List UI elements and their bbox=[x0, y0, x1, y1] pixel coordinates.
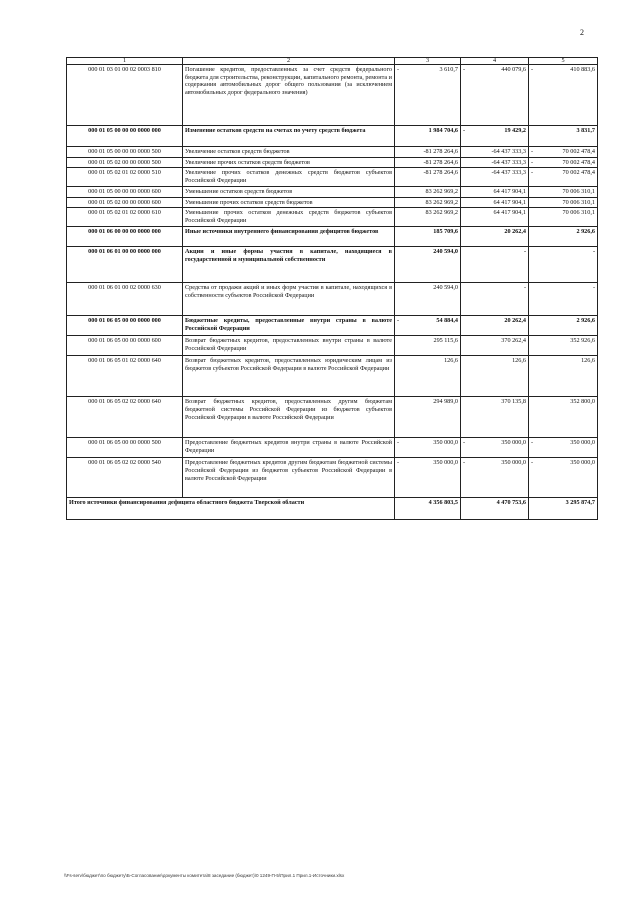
amount-cell-col4 bbox=[461, 316, 529, 336]
amount-cell-col5 bbox=[529, 168, 598, 187]
amount-value: 19 429,2 bbox=[504, 127, 526, 134]
table-row bbox=[67, 458, 598, 498]
table-row bbox=[67, 65, 598, 126]
table-row bbox=[67, 187, 598, 198]
budget-code-cell: 000 01 06 05 01 02 0000 640 bbox=[67, 356, 183, 397]
budget-code-cell: 000 01 06 05 02 02 0000 640 bbox=[67, 397, 183, 438]
amount-value: -64 437 333,3 bbox=[491, 148, 526, 155]
amount-value: 240 594,0 bbox=[433, 284, 458, 292]
amount-cell-col3 bbox=[395, 65, 461, 126]
table-row bbox=[67, 283, 598, 316]
total-amount-cell: 4 470 753,6 bbox=[461, 498, 529, 520]
amount-cell-col4 bbox=[461, 187, 529, 198]
amount-cell-col3 bbox=[395, 356, 461, 397]
minus-sign: - bbox=[531, 459, 534, 467]
amount-cell-col3 bbox=[395, 157, 461, 168]
minus-sign: - bbox=[531, 439, 534, 447]
table-row bbox=[67, 157, 598, 168]
budget-code-cell: 000 01 03 01 00 02 0003 810 bbox=[67, 65, 183, 126]
amount-value: 350 000,0 bbox=[433, 439, 458, 447]
amount-value: 70 002 478,4 bbox=[562, 169, 595, 177]
minus-sign: - bbox=[397, 317, 400, 325]
item-name-cell: Уменьшение прочих остатков средств бюджетов bbox=[183, 197, 395, 208]
amount-cell-col3 bbox=[395, 187, 461, 198]
budget-code-cell: 000 01 06 01 00 00 0000 000 bbox=[67, 247, 183, 283]
minus-sign: - bbox=[531, 66, 534, 73]
minus-sign: - bbox=[463, 459, 466, 467]
amount-value: 350 000,0 bbox=[433, 459, 458, 467]
amount-cell-col3 bbox=[395, 126, 461, 147]
amount-cell-col5 bbox=[529, 187, 598, 198]
table-row bbox=[67, 247, 598, 283]
amount-value: 2 926,6 bbox=[576, 317, 595, 325]
amount-value: 70 002 478,4 bbox=[562, 148, 595, 155]
amount-value: 185 709,6 bbox=[433, 228, 458, 236]
amount-cell-col5 bbox=[529, 438, 598, 458]
minus-sign: - bbox=[397, 439, 400, 447]
amount-cell-col3 bbox=[395, 336, 461, 356]
financing-sources-table bbox=[66, 57, 598, 520]
item-name-cell: Уменьшение прочих остатков денежных средств бюджетов субъектов Российской Федерации bbox=[183, 208, 395, 227]
minus-sign: - bbox=[531, 158, 534, 166]
budget-code-cell: 000 01 05 02 01 02 0000 510 bbox=[67, 168, 183, 187]
amount-value: 20 262,4 bbox=[504, 317, 526, 325]
total-amount-cell: 3 295 874,7 bbox=[529, 498, 598, 520]
budget-code-cell: 000 01 05 00 00 00 0000 600 bbox=[67, 187, 183, 198]
amount-value: 3 610,7 bbox=[439, 66, 458, 73]
amount-cell-col5 bbox=[529, 126, 598, 147]
table-row bbox=[67, 438, 598, 458]
header-cell: 4 bbox=[461, 58, 529, 65]
amount-value: 126,6 bbox=[581, 357, 595, 365]
amount-cell-col4 bbox=[461, 197, 529, 208]
file-path-footer: \\Fs-serv\бюджет\по бюджету\Б-Согласование\документы комитета\8 заседание (бюджет)\0 1249-П-5\Прил.1 Прил.1-Источники.xlsx bbox=[64, 873, 345, 878]
amount-value: 64 417 904,1 bbox=[493, 198, 526, 206]
amount-value: 64 417 904,1 bbox=[493, 209, 526, 217]
amount-value: 20 262,4 bbox=[504, 228, 526, 236]
item-name-cell: Средства от продажи акций и иных форм участия в капитале, находящихся в собственности субъектов Российской Федерации bbox=[183, 283, 395, 316]
amount-cell-col5 bbox=[529, 157, 598, 168]
amount-cell-col4 bbox=[461, 227, 529, 247]
amount-cell-col3 bbox=[395, 147, 461, 158]
budget-code-cell: 000 01 06 05 00 00 0000 000 bbox=[67, 316, 183, 336]
amount-value: 64 417 904,1 bbox=[493, 188, 526, 196]
amount-value: 440 079,6 bbox=[501, 66, 526, 73]
item-name-cell: Возврат бюджетных кредитов, предоставленных другим бюджетам бюджетной системы Российской Федерации из бюджетов субъектов Российской Федерации в валюте Российской Федерации bbox=[183, 397, 395, 438]
amount-value: 126,6 bbox=[512, 357, 526, 365]
amount-value: 1 984 704,6 bbox=[428, 127, 458, 134]
amount-value: - bbox=[523, 248, 526, 256]
minus-sign: - bbox=[463, 439, 466, 447]
amount-cell-col4 bbox=[461, 356, 529, 397]
page-number: 2 bbox=[580, 28, 584, 37]
amount-value: 350 000,0 bbox=[501, 459, 526, 467]
budget-code-cell: 000 01 05 02 01 02 0000 610 bbox=[67, 208, 183, 227]
budget-code-cell: 000 01 06 00 00 00 0000 000 bbox=[67, 227, 183, 247]
amount-value: 240 594,0 bbox=[433, 248, 458, 256]
item-name-cell: Возврат бюджетных кредитов, предоставленных внутри страны в валюте Российской Федерации bbox=[183, 336, 395, 356]
amount-value: 370 135,8 bbox=[501, 398, 526, 406]
budget-code-cell: 000 01 06 01 00 02 0000 630 bbox=[67, 283, 183, 316]
budget-code-cell: 000 01 06 05 00 00 0000 500 bbox=[67, 438, 183, 458]
table-row bbox=[67, 336, 598, 356]
amount-cell-col4 bbox=[461, 147, 529, 158]
amount-cell-col4 bbox=[461, 168, 529, 187]
amount-cell-col3 bbox=[395, 168, 461, 187]
amount-cell-col5 bbox=[529, 197, 598, 208]
amount-cell-col5 bbox=[529, 227, 598, 247]
amount-value: 83 262 969,2 bbox=[425, 188, 458, 196]
header-row bbox=[67, 58, 598, 65]
minus-sign: - bbox=[531, 148, 534, 155]
amount-cell-col4 bbox=[461, 397, 529, 438]
amount-cell-col3 bbox=[395, 438, 461, 458]
table-row bbox=[67, 227, 598, 247]
amount-cell-col4 bbox=[461, 126, 529, 147]
amount-value: 70 006 310,1 bbox=[562, 209, 595, 217]
amount-cell-col5 bbox=[529, 397, 598, 438]
minus-sign: - bbox=[463, 127, 466, 134]
table-row bbox=[67, 208, 598, 227]
amount-value: 70 006 310,1 bbox=[562, 188, 595, 196]
item-name-cell: Бюджетные кредиты, предоставленные внутри страны в валюте Российской Федерации bbox=[183, 316, 395, 336]
item-name-cell: Акции и иные формы участия в капитале, находящиеся в государственной и муниципальной собственности bbox=[183, 247, 395, 283]
amount-value: -81 278 264,6 bbox=[423, 158, 458, 166]
amount-cell-col4 bbox=[461, 438, 529, 458]
amount-cell-col4 bbox=[461, 208, 529, 227]
amount-value: 70 006 310,1 bbox=[562, 198, 595, 206]
amount-value: 70 002 478,4 bbox=[562, 158, 595, 166]
amount-value: -81 278 264,6 bbox=[423, 169, 458, 177]
amount-value: 294 989,0 bbox=[433, 398, 458, 406]
amount-cell-col5 bbox=[529, 65, 598, 126]
amount-value: 410 883,6 bbox=[570, 66, 595, 73]
budget-code-cell: 000 01 06 05 02 02 0000 540 bbox=[67, 458, 183, 498]
amount-value: 83 262 969,2 bbox=[425, 198, 458, 206]
amount-cell-col5 bbox=[529, 316, 598, 336]
amount-cell-col4 bbox=[461, 65, 529, 126]
amount-cell-col3 bbox=[395, 197, 461, 208]
header-cell: 2 bbox=[183, 58, 395, 65]
amount-cell-col5 bbox=[529, 208, 598, 227]
amount-value: 350 000,0 bbox=[570, 439, 595, 447]
amount-cell-col3 bbox=[395, 458, 461, 498]
amount-cell-col5 bbox=[529, 247, 598, 283]
amount-value: -64 437 333,3 bbox=[491, 158, 526, 166]
amount-value: 126,6 bbox=[444, 357, 458, 365]
minus-sign: - bbox=[463, 66, 466, 73]
item-name-cell: Погашение кредитов, предоставленных за счет средств федерального бюджета для строительства, реконструкции, капитального ремонта, ремонта и содержания автомобильных дорог общего пользования (за исключением автомобильных дорог федерального значения) bbox=[183, 65, 395, 126]
amount-cell-col4 bbox=[461, 458, 529, 498]
minus-sign: - bbox=[397, 459, 400, 467]
header-cell: 3 bbox=[395, 58, 461, 65]
minus-sign: - bbox=[531, 169, 534, 177]
header-cell: 1 bbox=[67, 58, 183, 65]
amount-cell-col3 bbox=[395, 208, 461, 227]
amount-cell-col5 bbox=[529, 283, 598, 316]
amount-value: 350 000,0 bbox=[501, 439, 526, 447]
amount-cell-col5 bbox=[529, 356, 598, 397]
amount-cell-col5 bbox=[529, 336, 598, 356]
table-row bbox=[67, 356, 598, 397]
budget-code-cell: 000 01 05 00 00 00 0000 000 bbox=[67, 126, 183, 147]
amount-cell-col5 bbox=[529, 458, 598, 498]
amount-cell-col4 bbox=[461, 157, 529, 168]
budget-code-cell: 000 01 06 05 00 00 0000 600 bbox=[67, 336, 183, 356]
minus-sign: - bbox=[397, 66, 400, 73]
item-name-cell: Увеличение остатков средств бюджетов bbox=[183, 147, 395, 158]
total-label: Итого источники финансирования дефицита областного бюджета Тверской области bbox=[67, 498, 395, 520]
amount-cell-col3 bbox=[395, 397, 461, 438]
amount-cell-col3 bbox=[395, 316, 461, 336]
item-name-cell: Иные источники внутреннего финансирования дефицитов бюджетов bbox=[183, 227, 395, 247]
table-row bbox=[67, 197, 598, 208]
item-name-cell: Возврат бюджетных кредитов, предоставленных юридическим лицам из бюджетов субъектов Российской Федерации в валюте Российской Федерации bbox=[183, 356, 395, 397]
item-name-cell: Изменение остатков средств на счетах по учету средств бюджета bbox=[183, 126, 395, 147]
amount-value: -64 437 333,3 bbox=[491, 169, 526, 177]
header-cell: 5 bbox=[529, 58, 598, 65]
amount-value: 295 115,6 bbox=[433, 337, 458, 345]
table-row bbox=[67, 168, 598, 187]
budget-code-cell: 000 01 05 02 00 00 0000 500 bbox=[67, 157, 183, 168]
total-amount-cell: 4 356 803,5 bbox=[395, 498, 461, 520]
budget-code-cell: 000 01 05 02 00 00 0000 600 bbox=[67, 197, 183, 208]
amount-value: - bbox=[592, 248, 595, 256]
amount-value: 54 884,4 bbox=[436, 317, 458, 325]
amount-value: 3 831,7 bbox=[576, 127, 595, 134]
amount-value: 83 262 969,2 bbox=[425, 209, 458, 217]
item-name-cell: Уменьшение остатков средств бюджетов bbox=[183, 187, 395, 198]
amount-cell-col4 bbox=[461, 336, 529, 356]
amount-value: 370 262,4 bbox=[501, 337, 526, 345]
amount-cell-col3 bbox=[395, 247, 461, 283]
amount-value: - bbox=[592, 284, 595, 292]
table-row bbox=[67, 316, 598, 336]
amount-cell-col3 bbox=[395, 227, 461, 247]
item-name-cell: Увеличение прочих остатков денежных средств бюджетов субъектов Российской Федерации bbox=[183, 168, 395, 187]
item-name-cell: Предоставление бюджетных кредитов другим бюджетам бюджетной системы Российской Федерации из бюджетов субъектов Российской Федерации в валюте Российской Федерации bbox=[183, 458, 395, 498]
item-name-cell: Предоставление бюджетных кредитов внутри страны в валюте Российской Федерации bbox=[183, 438, 395, 458]
item-name-cell: Увеличение прочих остатков средств бюджетов bbox=[183, 157, 395, 168]
table-row bbox=[67, 397, 598, 438]
table-row bbox=[67, 126, 598, 147]
total-row bbox=[67, 498, 598, 520]
amount-value: 2 926,6 bbox=[576, 228, 595, 236]
amount-value: 352 800,0 bbox=[570, 398, 595, 406]
amount-value: 350 000,0 bbox=[570, 459, 595, 467]
amount-value: -81 278 264,6 bbox=[423, 148, 458, 155]
amount-cell-col3 bbox=[395, 283, 461, 316]
amount-value: - bbox=[523, 284, 526, 292]
amount-cell-col4 bbox=[461, 283, 529, 316]
amount-value: 352 926,6 bbox=[570, 337, 595, 345]
amount-cell-col4 bbox=[461, 247, 529, 283]
amount-cell-col5 bbox=[529, 147, 598, 158]
table-row bbox=[67, 147, 598, 158]
budget-code-cell: 000 01 05 00 00 00 0000 500 bbox=[67, 147, 183, 158]
